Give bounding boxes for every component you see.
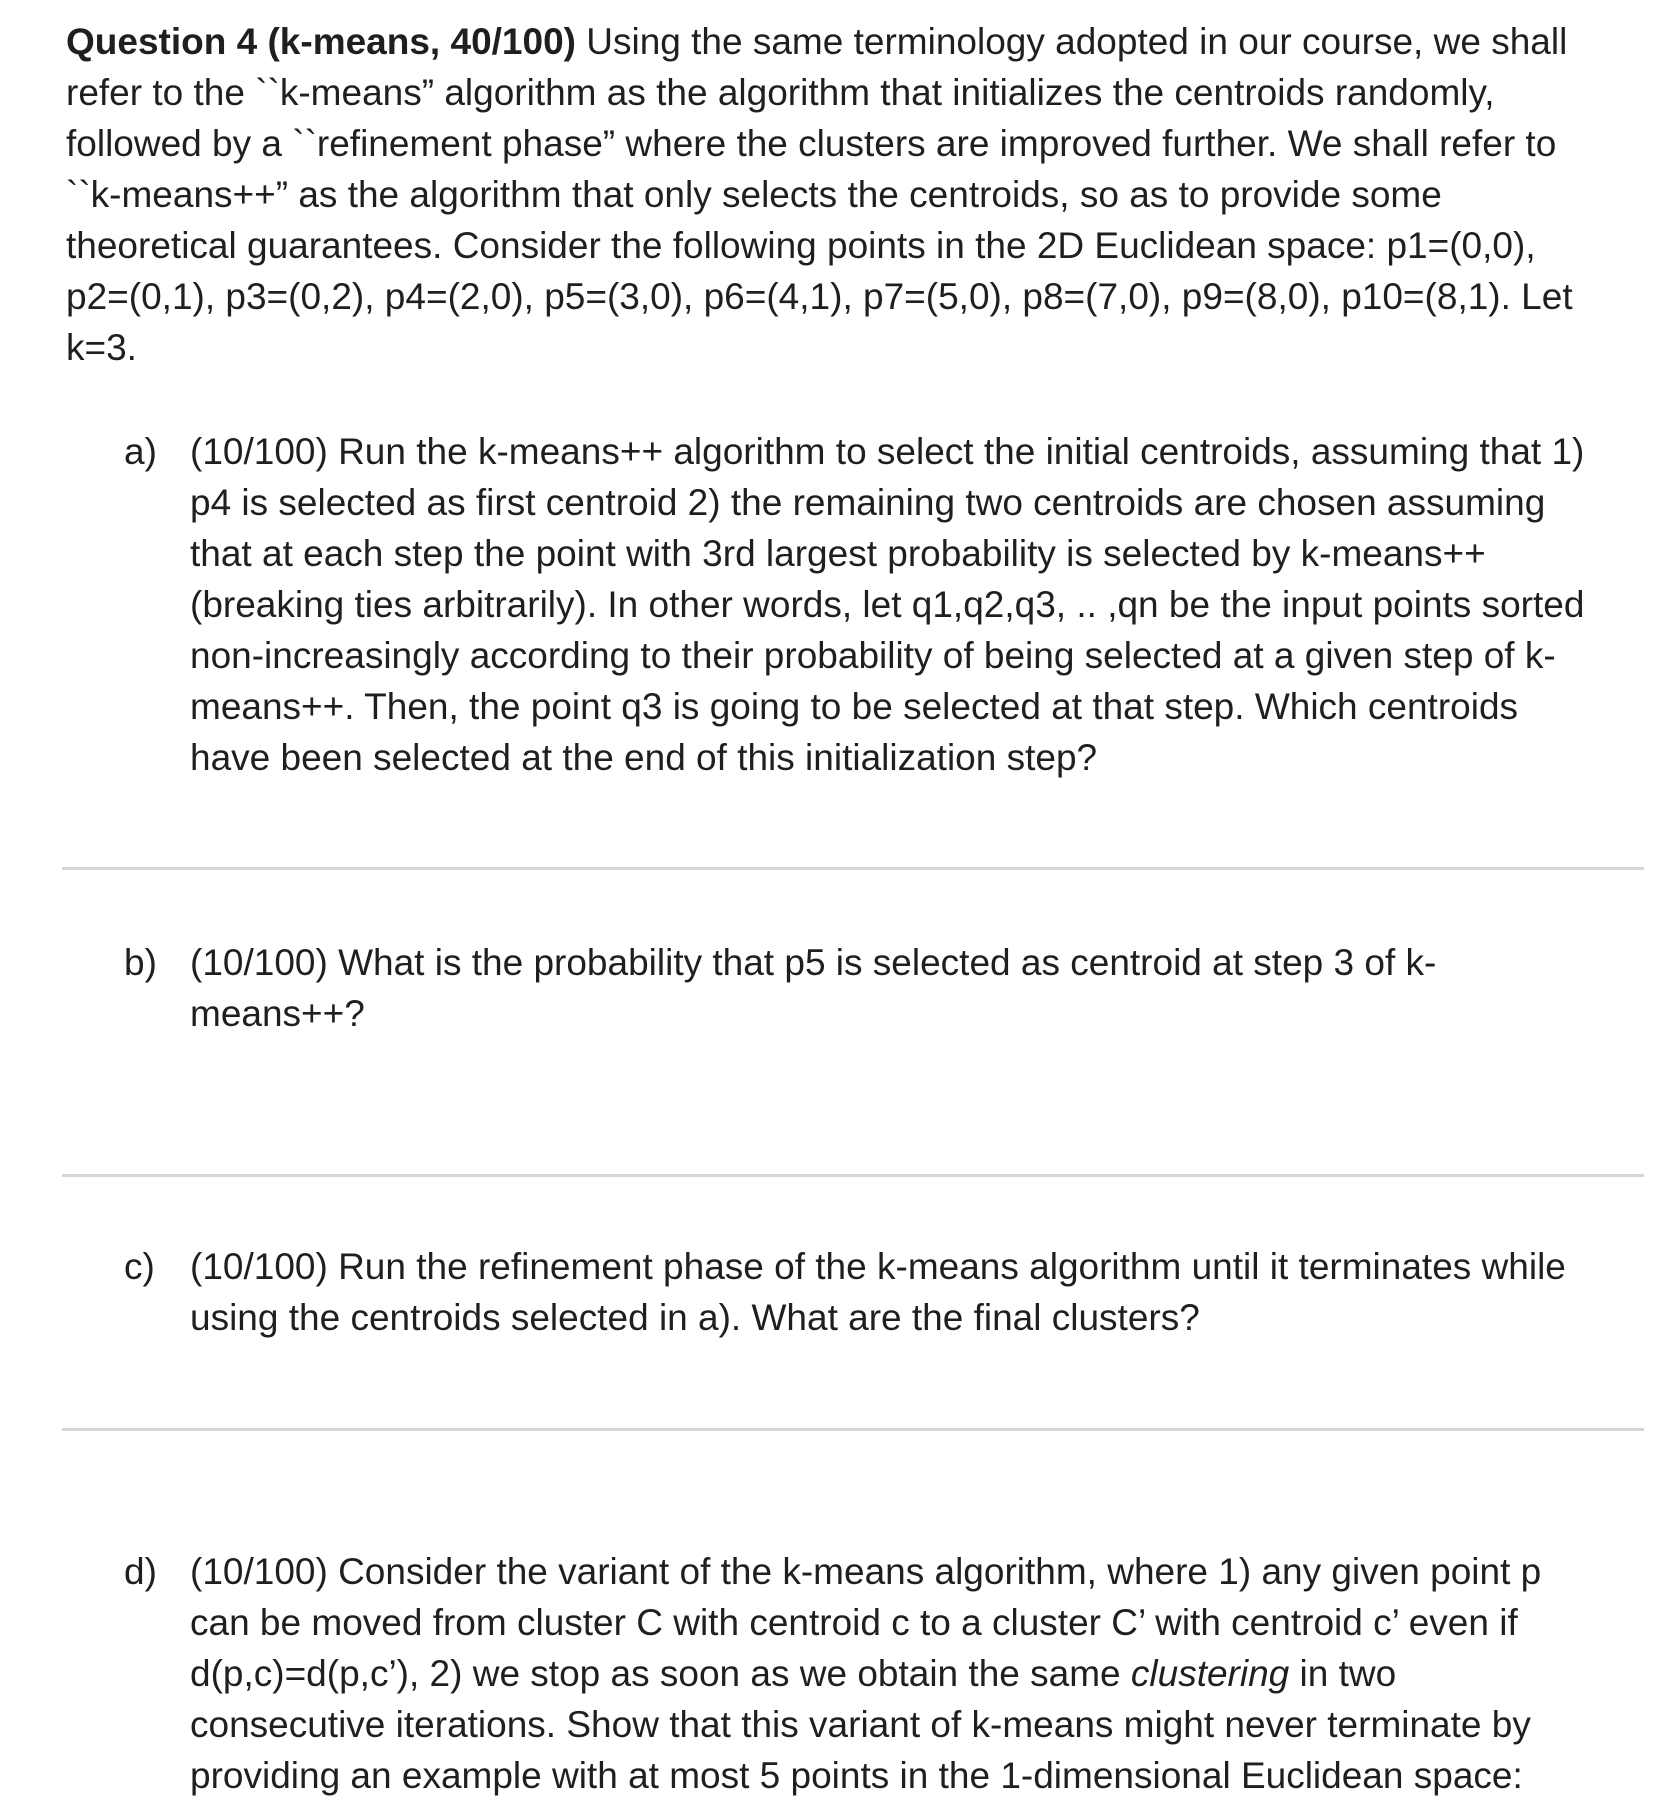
intro-line-1-text: Using the same terminology adopted in our course, we shall bbox=[575, 21, 1568, 62]
part-b-text bbox=[190, 937, 1650, 1039]
part-c-marker: c) bbox=[124, 1246, 155, 1287]
part-c-text bbox=[190, 1241, 1650, 1343]
part-d-marker: d) bbox=[124, 1551, 157, 1592]
part-a-line-6: means++. Then, the point q3 is going to be selected at that step. Which centroids bbox=[190, 686, 1519, 727]
part-d-line-1: (10/100) Consider the variant of the k-means algorithm, where 1) any given point p bbox=[190, 1551, 1542, 1592]
part-b-line-1: (10/100) What is the probability that p5 is selected as centroid at step 3 of k- bbox=[190, 942, 1437, 983]
part-a-line-4: (breaking ties arbitrarily). In other words, let q1,q2,q3, .. ,qn be the input points sorted bbox=[190, 584, 1585, 625]
part-d-line-5: providing an example with at most 5 points in the 1-dimensional Euclidean space: bbox=[190, 1755, 1523, 1796]
part-a-text bbox=[190, 426, 1650, 783]
part-a-line-1: (10/100) Run the k-means++ algorithm to select the initial centroids, assuming that 1) bbox=[190, 431, 1585, 472]
part-b-marker: b) bbox=[124, 942, 157, 983]
part-d-emphasis: clustering bbox=[1130, 1653, 1290, 1694]
part-b-line-2: means++? bbox=[190, 993, 365, 1034]
intro-line-1 bbox=[66, 16, 1646, 67]
intro-line-3: followed by a ``refinement phase” where the clusters are improved further. We shall refer to bbox=[66, 123, 1557, 164]
intro-line-5: theoretical guarantees. Consider the following points in the 2D Euclidean space: p1=(0,0), bbox=[66, 225, 1536, 266]
intro-line-2: refer to the ``k-means” algorithm as the algorithm that initializes the centroids randomly, bbox=[66, 72, 1495, 113]
part-c-line-1: (10/100) Run the refinement phase of the k-means algorithm until it terminates while bbox=[190, 1246, 1566, 1287]
question-4-intro bbox=[66, 16, 1646, 373]
part-a-marker: a) bbox=[124, 431, 157, 472]
part-d-line-3-start: d(p,c)=d(p,c’), 2) we stop as soon as we obtain the same bbox=[190, 1653, 1131, 1694]
part-d-line-3-end: in two bbox=[1289, 1653, 1397, 1694]
intro-line-6: p2=(0,1), p3=(0,2), p4=(2,0), p5=(3,0), p6=(4,1), p7=(5,0), p8=(7,0), p9=(8,0), p10=(8,1). Let bbox=[66, 276, 1573, 317]
intro-line-4: ``k-means++” as the algorithm that only selects the centroids, so as to provide some bbox=[66, 174, 1442, 215]
answer-divider bbox=[62, 1428, 1644, 1431]
question-heading: Question 4 (k-means, 40/100) bbox=[66, 21, 576, 62]
part-a-line-5: non-increasingly according to their probability of being selected at a given step of k- bbox=[190, 635, 1556, 676]
part-a-line-2: p4 is selected as first centroid 2) the remaining two centroids are chosen assuming bbox=[190, 482, 1546, 523]
part-c-line-2: using the centroids selected in a). What are the final clusters? bbox=[190, 1297, 1200, 1338]
part-d-line-3 bbox=[190, 1648, 1650, 1699]
part-d-text bbox=[190, 1546, 1650, 1801]
answer-divider bbox=[62, 1174, 1644, 1177]
part-a-line-3: that at each step the point with 3rd largest probability is selected by k-means++ bbox=[190, 533, 1486, 574]
part-a-line-7: have been selected at the end of this initialization step? bbox=[190, 737, 1098, 778]
part-d-line-2: can be moved from cluster C with centroid c to a cluster C’ with centroid c’ even if bbox=[190, 1602, 1518, 1643]
intro-line-7: k=3. bbox=[66, 327, 137, 368]
answer-divider bbox=[62, 867, 1644, 870]
part-d-line-4: consecutive iterations. Show that this variant of k-means might never terminate by bbox=[190, 1704, 1531, 1745]
